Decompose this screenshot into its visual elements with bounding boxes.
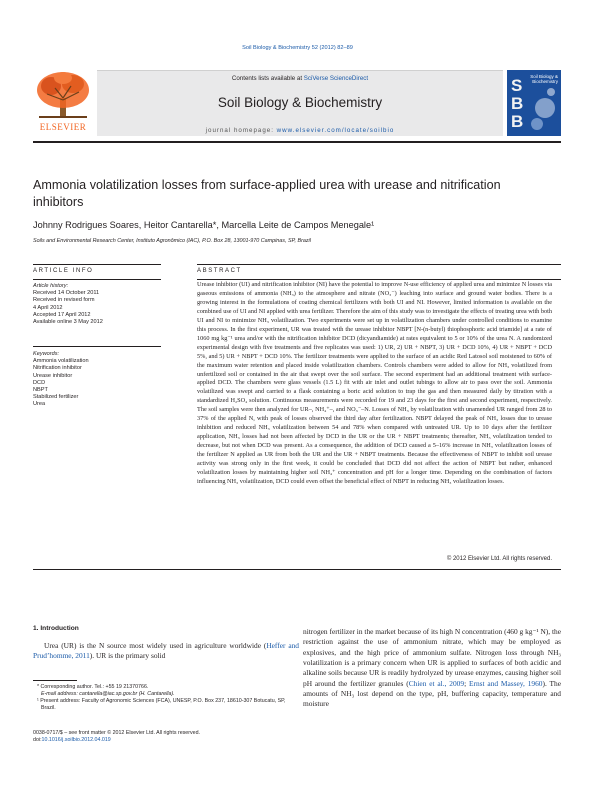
- abstract-mid-rule: [197, 279, 561, 280]
- cover-artwork: [507, 70, 561, 136]
- cover-letter-b1: B: [511, 94, 524, 113]
- footnote-rule: [33, 680, 77, 681]
- cover-letter-s: S: [511, 76, 523, 95]
- abstract-top-rule: [197, 264, 561, 265]
- footnotes: [33, 684, 299, 712]
- keyword: Nitrification inhibitor: [33, 365, 82, 372]
- contents-line: [97, 75, 503, 82]
- article-authors: Johnny Rodrigues Soares, Heitor Cantarella*, Marcella Leite de Campos Menegale¹: [33, 220, 375, 230]
- running-head[interactable]: Soil Biology & Biochemistry 52 (2012) 82–89: [242, 45, 353, 51]
- keyword: Ammonia volatilization: [33, 358, 89, 365]
- article-info-heading: ARTICLE INFO: [33, 268, 94, 274]
- abstract-bottom-rule: [33, 569, 561, 570]
- intro-text: Urea (UR) is the N source most widely used in agriculture worldwide (: [44, 641, 267, 650]
- doi-link[interactable]: 10.1016/j.soilbio.2012.04.019: [41, 737, 111, 744]
- citation-link[interactable]: Chien et al., 2009: [408, 678, 465, 688]
- journal-cover-thumbnail[interactable]: [507, 70, 561, 136]
- sciencedirect-link[interactable]: SciVerse ScienceDirect: [303, 75, 369, 82]
- keywords-block: [33, 351, 161, 409]
- article-title: Ammonia volatilization losses from surface-applied urea with urease and nitrification inhibitors: [33, 178, 501, 209]
- intro-text: nitrogen fertilizer in the market because of its high N concentration (460 g kg⁻¹ N), the restriction against the use of ammonium nitrate, which may be employed as explosives, and the high price of ammonium sulfate. Nitrogen loss through NH₃ volatilization is a primary concern when UR is applied to surfaces of both acidic and alkaline soils because UR is readily hydrolyzed by urease enzymes, causing higher soil pH around the fertilizer granules (: [303, 627, 561, 688]
- history-line: Received 14 October 2011: [33, 290, 100, 297]
- homepage-prefix: journal homepage:: [205, 127, 277, 134]
- history-line: Received in revised form: [33, 297, 95, 304]
- author-affiliation: Soils and Environmental Research Center, Instituto Agronômico (IAC), P.O. Box 28, 13001-970 Campinas, SP, Brazil: [33, 238, 311, 244]
- keywords-rule: [33, 346, 161, 347]
- citation-link[interactable]: Ernst and Massey, 1960: [468, 678, 543, 688]
- issn-line: 0038-0717/$ – see front matter © 2012 Elsevier Ltd. All rights reserved.: [33, 730, 201, 736]
- keyword: DCD: [33, 379, 46, 386]
- homepage-link[interactable]: www.elsevier.com/locate/soilbio: [276, 127, 395, 134]
- doi-line: [33, 737, 299, 744]
- issn-block: [33, 730, 299, 744]
- history-label: Article history:: [33, 283, 69, 289]
- publisher-name: ELSEVIER: [39, 122, 87, 132]
- article-history: [33, 283, 161, 326]
- abstract-heading: ABSTRACT: [197, 268, 242, 274]
- masthead-banner: [97, 70, 503, 136]
- contents-prefix: Contents lists available at: [231, 75, 304, 82]
- keyword: Urease inhibitor: [33, 372, 73, 379]
- journal-title: Soil Biology & Biochemistry: [217, 95, 383, 110]
- keyword: Stabilized fertilizer: [33, 394, 79, 401]
- history-line: Accepted 17 April 2012: [33, 311, 91, 318]
- doi-prefix: doi:: [33, 737, 42, 744]
- history-line: Available online 3 May 2012: [33, 319, 103, 326]
- keyword: NBPT: [33, 387, 48, 394]
- keyword: Urea: [33, 401, 46, 408]
- keywords-label: Keywords:: [33, 351, 60, 357]
- present-address-note: ¹ Present address: Faculty of Agronomic Sciences (FCA), UNESP, P.O. Box 237, 18610-307 Botucatu, SP, Brazil.: [37, 698, 286, 712]
- history-line: 4 April 2012: [33, 304, 63, 311]
- info-top-rule: [33, 264, 161, 265]
- email-note[interactable]: E-mail address: cantarella@iac.sp.gov.br (H. Cantarella).: [41, 691, 175, 698]
- introduction-heading: 1. Introduction: [33, 625, 79, 632]
- cover-letter-b2: B: [511, 112, 524, 131]
- abstract-body: Urease inhibitor (UI) and nitrification inhibitor (NI) have the potential to improve N-use efficiency of applied urea and minimize N losses via gaseous emissions of ammonia (NH₃) to the atmosphere and nitrate (NO₃⁻) leaching into surface and ground water bodies. There is a growing interest in the formulations of coating chemical fertilizers with both UI and NI. However, limited information is available on the combined use of UI and NI applied with urea fertilizer. Therefore the aim of this study was to investigate the effects of treating urea with both UI and NI to minimize NH₃ volatilization. Two experiments were set up in volatilization chambers under controlled conditions to examine this process. In the first experiment, UR was treated with the urease inhibitor NBPT [N-(n-butyl) thiophosphoric acid triamide] at a rate of 1060 mg kg⁻¹ urea and/or with the nitrification inhibitor DCD (dicyandiamide) at rates equivalent to 5 or 10% of the urea N. A randomized experimental design with five treatments and five replicates was used: 1) UR, 2) UR + NBPT, 3) UR + DCD 10%, 4) UR + NBPT + DCD 5%, and 5) UR + NBPT + DCD 10%. The fertilizer treatments were applied to the surface of an acidic Red Latosol soil moistened to 60% of the maximum water retention and placed inside volatilization chambers. Controls chambers were added to allow for NH₃ volatilized from unfertilized soil or contained in the air that swept over the soil surface. The second experiment had an additional treatment with surface-applied DCD. The chambers were glass vessels (1.5 L) fit with air inlet and outlet tubings to allow air to pass over the soil. Ammonia volatilized was swept and carried to a flask containing a boric acid solution to trap the gas and then measured daily by titration with a standardized H₂SO₄ solution. Continuous measurements were recorded for 19 and 23 days for the first and second experiment, respectively. The soil samples were then analyzed for UR–, NH₄⁺–, and NO₃⁻–N. Losses of NH₃ by volatilization with unamended UR ranged from 28 to 37% of the applied N, with peak of losses observed the third day after fertilization. NBPT delayed the peak of NH₃ losses due to urease inhibition and reduced NH₃ volatilization between 54 and 78% when compared with untreated UR. Up to 10 days after the fertilizer application, NH₃ losses had not been affected by DCD in the UR or the UR + NBPT treatments; thereafter, NH₃ volatilization tended to decrease, but not when DCD was present. As a consequence, the addition of DCD caused a 5–16% increase in NH₃ volatilization losses of the fertilizer N applied as UR from both the UR and the UR + NBPT treatments. Because the effectiveness of NBPT to inhibit soil urease activity was strong only in the first week, it could be concluded that DCD did not affect the action of NBPT but rather, enhanced volatilization losses by maintaining higher soil NH₄⁺ concentration and pH for a longer time. Depending on the combination of factors influencing NH₃ volatilization, DCD could even offset the beneficial effect of NBPT in reducing NH₃ volatilization losses.: [197, 281, 552, 485]
- introduction-right-column: [303, 627, 561, 710]
- journal-masthead: [33, 70, 561, 140]
- abstract-copyright: © 2012 Elsevier Ltd. All rights reserved.: [446, 556, 552, 562]
- citation-link[interactable]: Heffer and Prud’homme, 2011: [33, 641, 299, 661]
- cover-title: Soil Biology & Biochemistry: [530, 74, 558, 84]
- info-mid-rule: [33, 279, 161, 280]
- journal-homepage: [97, 127, 503, 134]
- masthead-rule: [33, 141, 561, 143]
- intro-text: ). UR is the primary solid: [89, 651, 166, 661]
- intro-text: ). The amounts of NH₃ lost depend on the type, pH, buffering capacity, temperature and moisture: [303, 678, 562, 709]
- introduction-left-column: [33, 641, 299, 662]
- intro-text: ;: [464, 678, 469, 688]
- corresponding-author-note: * Corresponding author. Tel.: +55 19 21370766.: [37, 684, 149, 690]
